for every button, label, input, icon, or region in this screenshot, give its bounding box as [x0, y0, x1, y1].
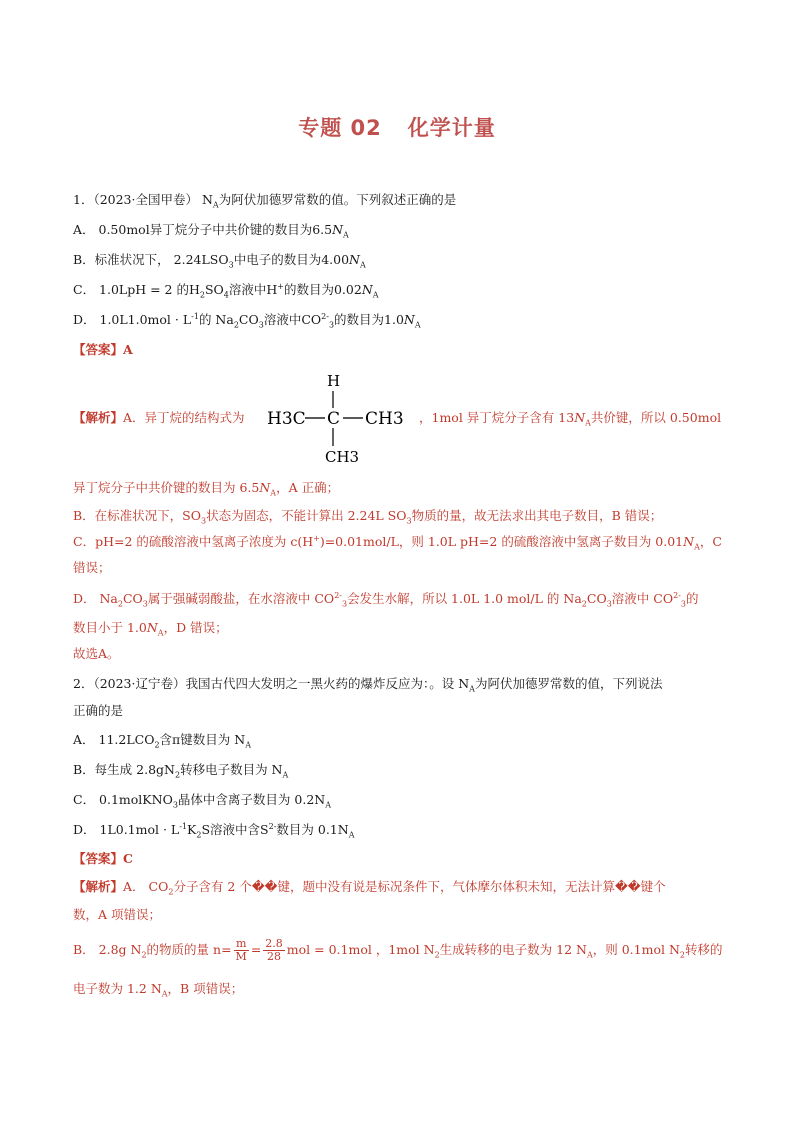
q2-option-c: C． 0.1molKNO$_3$晶体中含离子数目为 $0.2N_A$ [73, 792, 331, 810]
q1-analysis-line7: 数目小于 $1.0N_A$，D 错误； [73, 620, 228, 638]
q2-option-d: D． $1L0.1mol \cdot L^{-1}K_2S$溶液中含$S^{2-}$数目为 $0.1N_A$ [73, 821, 355, 840]
q2-stem-line1: 2．（2023·辽宁卷）我国古代四大发明之一黑火药的爆炸反应为：。设 $N_A$为阿伏加德罗常数的值，下列说法 [73, 676, 663, 694]
isobutane-structure [267, 372, 417, 466]
q1-stem: 1．（2023·全国甲卷） $N_A$为阿伏加德罗常数的值。下列叙述正确的是 [73, 192, 457, 210]
q2-analysis-line4: 电子数为 1.2 $N_A$，B 项错误； [73, 981, 244, 999]
q1-analysis-line1-cont: ，1mol 异丁烷分子含有 $13N_A$共价键，所以 0.50mol [419, 410, 722, 428]
q1-analysis-line1: 【解析】A．异丁烷的结构式为 [73, 410, 245, 425]
q1-analysis-line5: 错误； [73, 560, 111, 575]
fraction-m-over-M: $\frac{m}{M}$ [235, 937, 247, 963]
q2-option-a: A． $11.2LCO_2$含π键数目为 $N_A$ [73, 732, 251, 750]
q2-analysis-line3: B． 2.8g $N_2$的物质的量 n= $\frac{m}{M}$ = $\frac{2.8}{28}$ mol = 0.1mol ，1mol $N_2$生成转移的电子数为 12 $N_A$，则 0.1mol $N_2$转移的 [73, 937, 723, 963]
q1-answer: 【答案】A [73, 342, 133, 357]
q2-analysis-line1: 【解析】A． $CO_2$分子含有 2 个��键，题中没有说是标况条件下，气体摩尔体积未知，无法计算��键个 [73, 879, 666, 897]
q1-analysis-line8: 故选A。 [73, 646, 120, 661]
q2-answer: 【答案】C [73, 851, 133, 866]
structure-center-c: C [327, 409, 341, 429]
structure-right-group: CH3 [365, 409, 404, 429]
fraction-2-8-over-28: $\frac{2.8}{28}$ [265, 937, 283, 963]
q1-analysis-line6: D． $Na_2CO_3$属于强碱弱酸盐，在水溶液中 $CO^{2-}_3$会发生水解，所以 1.0L 1.0 mol/L 的 $Na_2CO_3$溶液中 $CO^{2-}_3$的 [73, 590, 699, 609]
q2-stem-line2: 正确的是 [73, 703, 124, 718]
q1-option-a: A． 0.50mol异丁烷分子中共价键的数目为$6.5N_A$ [73, 222, 349, 240]
q1-analysis-line3: B．在标准状况下，$SO_3$状态为固态，不能计算出 2.24L $SO_3$物质的量，故无法求出其电子数目，B 错误； [73, 508, 663, 526]
q1-option-c: C． 1.0LpH = 2 的$H_2SO_4$溶液中H+的数目为$0.02N_A$ [73, 281, 379, 300]
q2-option-b: B．每生成 $2.8gN_2$转移电子数目为 $N_A$ [73, 762, 289, 780]
structure-left-group: H3C [267, 409, 306, 429]
structure-top-h: H [327, 372, 341, 390]
page-title: 专题 02 化学计量 [298, 116, 496, 140]
structure-bottom-group: CH3 [325, 448, 360, 466]
q2-analysis-line2: 数，A 项错误； [73, 907, 162, 922]
q1-option-d: D． $1.0L1.0mol \cdot L^{-1}$的 $Na_2CO_3$溶液中$CO^{2-}_3$的数目为$1.0N_A$ [73, 311, 421, 330]
q1-analysis-line2: 异丁烷分子中共价键的数目为 $6.5N_A$，A 正确； [73, 480, 340, 498]
q1-analysis-line4: C．pH=2 的硫酸溶液中氢离子浓度为 c(H+)=0.01mol/L，则 1.0L pH=2 的硫酸溶液中氢离子数目为 $0.01N_A$，C [73, 533, 722, 552]
q1-option-b: B．标准状况下， $2.24LSO_3$中电子的数目为$4.00N_A$ [73, 252, 366, 270]
